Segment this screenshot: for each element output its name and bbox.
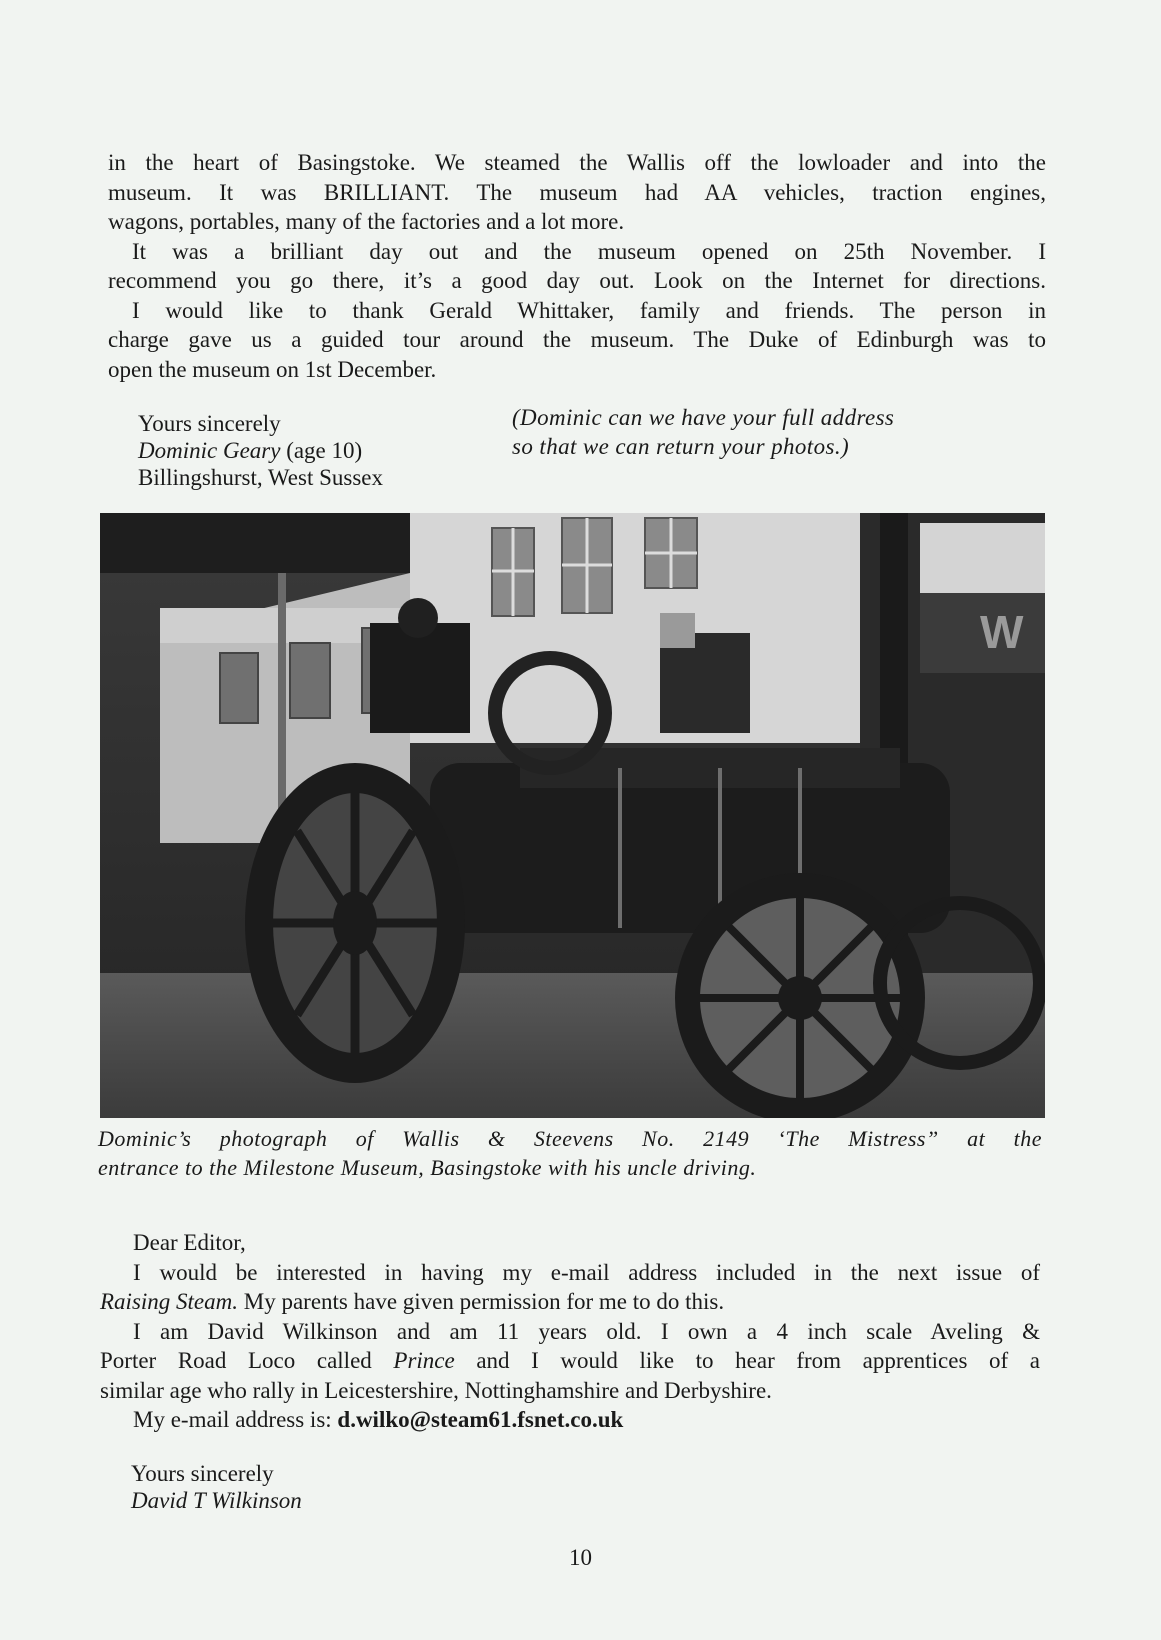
letter2-email-line [100, 1405, 1040, 1435]
letter2-p1-rest: My parents have given permission for me to do this. [238, 1289, 725, 1314]
letter2-closing: Yours sincerely [131, 1461, 274, 1486]
page-number: 10 [569, 1545, 592, 1570]
letter2-salutation: Dear Editor, [133, 1230, 246, 1255]
rear-wheel [245, 763, 465, 1083]
letter1-signature [138, 410, 383, 491]
letter1-name: Dominic Geary [138, 438, 281, 463]
letter2-name: David T Wilkinson [131, 1488, 302, 1513]
letter2-signature [131, 1460, 302, 1514]
letter1-p1-line3: wagons, portables, many of the factories and a lot more. [108, 209, 625, 234]
caption-line2: entrance to the Milestone Museum, Basingstoke with his uncle driving. [98, 1155, 757, 1180]
caption-line1: Dominic’s photograph of Wallis & Steevens No. 2149 ‘The Mistress” at the [98, 1126, 1042, 1151]
email-address: d.wilko@steam61.fsnet.co.uk [337, 1407, 624, 1432]
email-prefix: My e-mail address is: [133, 1407, 338, 1432]
letter1-p2-line2: recommend you go there, it’s a good day out. Look on the Internet for directions. [108, 268, 1046, 293]
letter1-location: Billingshurst, West Sussex [138, 465, 384, 490]
letter2-p2-line2 [100, 1346, 1040, 1376]
photo-caption [98, 1124, 1042, 1182]
letter1-p3-line2: charge gave us a guided tour around the museum. The Duke of Edinburgh was to [108, 327, 1046, 352]
magazine-title: Raising Steam. [100, 1289, 238, 1314]
letter1-signoff [138, 437, 383, 464]
traction-engine-photograph [100, 513, 1045, 1118]
letter1-p1-line2: museum. It was BRILLIANT. The museum had AA vehicles, traction engines, [108, 179, 1046, 205]
editor-note-line2: so that we can return your photos.) [512, 434, 850, 459]
letter1-p3-line1: I would like to thank Gerald Whittaker, family and friends. The person in [132, 297, 1046, 323]
letter2-p2-line1: I am David Wilkinson and am 11 years old. I own a 4 inch scale Aveling & [133, 1318, 1040, 1344]
photograph-image [100, 513, 1045, 1118]
editor-note-line1: (Dominic can we have your full address [512, 405, 895, 430]
letter1-p3-line3: open the museum on 1st December. [108, 356, 437, 382]
letter2-p2-line2b: and I would like to hear from apprentices of a [454, 1348, 1040, 1373]
letter2-body [100, 1228, 1040, 1435]
letter1-p2-line1: It was a brilliant day out and the museum opened on 25th November. I [132, 238, 1046, 264]
letter1-age: (age 10) [280, 438, 363, 463]
letter1-closing: Yours sincerely [138, 411, 281, 436]
letter1-body [108, 148, 1046, 384]
letter2-p1-line2 [100, 1287, 1040, 1317]
letter1-p1-line1: in the heart of Basingstoke. We steamed the Wallis off the lowloader and into the [108, 150, 1046, 175]
letter2-p2-line3: similar age who rally in Leicestershire, Nottinghamshire and Derbyshire. [100, 1377, 772, 1403]
letter2-p1-line1: I would be interested in having my e-mail address included in the next issue of [133, 1259, 1040, 1285]
letter2-p2-line2a: Porter Road Loco called [100, 1348, 394, 1373]
sign-lettering: W [980, 606, 1024, 658]
loco-name: Prince [393, 1348, 455, 1373]
editor-note [512, 403, 894, 461]
